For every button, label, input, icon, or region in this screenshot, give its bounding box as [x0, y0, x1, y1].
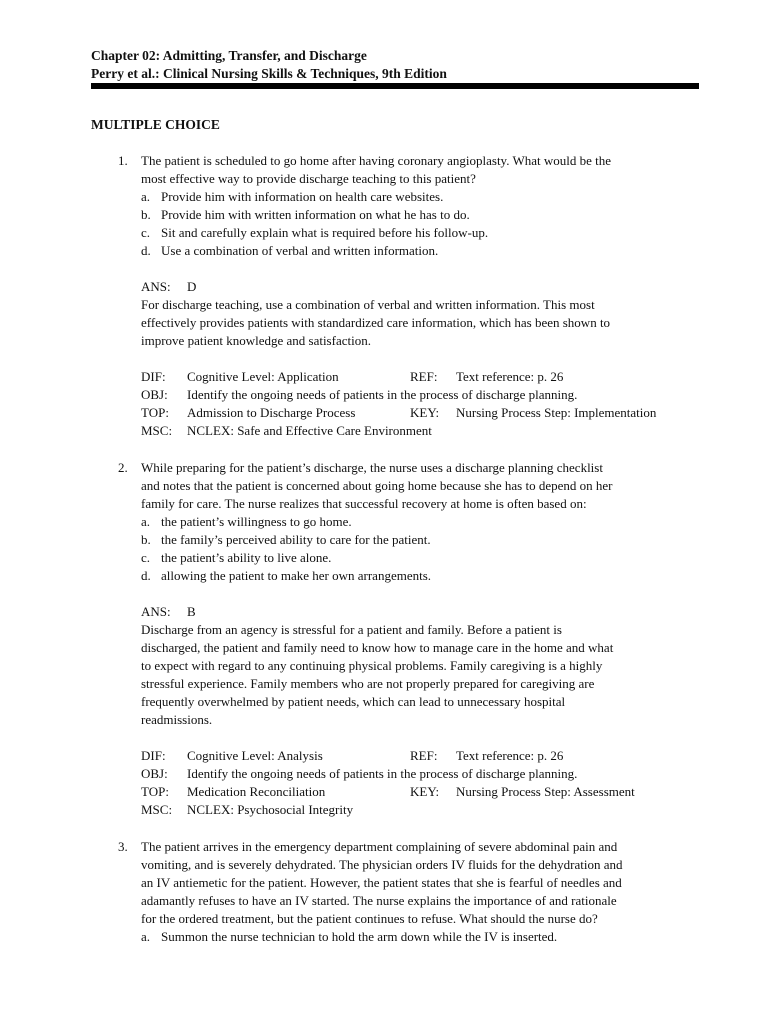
- stem-line: an IV antiemetic for the patient. However, the patient states that she is fearful of needles and: [141, 875, 622, 890]
- question-meta: [141, 368, 701, 440]
- rationale-line: effectively provides patients with standardized care information, which has been shown to: [141, 315, 611, 330]
- key-value: Nursing Process Step: Implementation: [456, 405, 657, 420]
- stem-line: adamantly refuses to have an IV started. The nurse explains the importance of and rationale: [141, 893, 617, 908]
- question-stem: [141, 152, 701, 188]
- option-a: [141, 188, 701, 206]
- answer-label: ANS:: [141, 279, 171, 294]
- option-text: Provide him with written information on what he has to do.: [161, 207, 470, 222]
- stem-line: family for care. The nurse realizes that successful recovery at home is often based on:: [141, 496, 587, 511]
- ref-value: Text reference: p. 26: [456, 369, 564, 384]
- rationale-line: readmissions.: [141, 712, 213, 727]
- option-letter: a.: [141, 189, 151, 204]
- meta-row-dif-ref: [141, 747, 701, 765]
- stem-line: vomiting, and is severely dehydrated. The physician orders IV fluids for the dehydration and: [141, 857, 623, 872]
- answer-options: [141, 513, 701, 585]
- question-1: [91, 152, 701, 440]
- rationale-line: improve patient knowledge and satisfaction.: [141, 333, 371, 348]
- header-rule: [91, 83, 699, 89]
- meta-row-top-key: [141, 404, 701, 422]
- option-a: [141, 928, 701, 946]
- meta-row-msc: [141, 801, 701, 819]
- key-value: Nursing Process Step: Assessment: [456, 784, 635, 799]
- rationale-line: stressful experience. Family members who are not properly prepared for caregiving are: [141, 676, 595, 691]
- book-title: Perry et al.: Clinical Nursing Skills & Techniques, 9th Edition: [91, 66, 447, 81]
- option-letter: d.: [141, 568, 151, 583]
- ref-value: Text reference: p. 26: [456, 748, 564, 763]
- option-letter: d.: [141, 243, 151, 258]
- dif-label: DIF:: [141, 748, 166, 763]
- option-text: Summon the nurse technician to hold the arm down while the IV is inserted.: [161, 929, 558, 944]
- option-c: [141, 549, 701, 567]
- top-value: Admission to Discharge Process: [187, 405, 356, 420]
- option-letter: b.: [141, 207, 151, 222]
- question-3: [91, 838, 701, 946]
- question-stem: [141, 459, 701, 513]
- option-b: [141, 206, 701, 224]
- answer-value: B: [187, 604, 196, 619]
- dif-value: Cognitive Level: Application: [187, 369, 339, 384]
- option-letter: b.: [141, 532, 151, 547]
- meta-row-dif-ref: [141, 368, 701, 386]
- msc-value: NCLEX: Safe and Effective Care Environment: [187, 423, 432, 438]
- top-value: Medication Reconciliation: [187, 784, 326, 799]
- meta-row-top-key: [141, 783, 701, 801]
- option-letter: a.: [141, 514, 151, 529]
- key-label: KEY:: [410, 784, 440, 799]
- answer-line: [141, 603, 701, 621]
- meta-row-msc: [141, 422, 701, 440]
- stem-line: most effective way to provide discharge teaching to this patient?: [141, 171, 476, 186]
- answer-options: [141, 188, 701, 260]
- obj-value: Identify the ongoing needs of patients in the process of discharge planning.: [187, 766, 578, 781]
- option-d: [141, 242, 701, 260]
- top-label: TOP:: [141, 784, 169, 799]
- question-list: [91, 152, 701, 965]
- rationale-line: to expect with regard to any continuing physical problems. Family caregiving is a highly: [141, 658, 603, 673]
- obj-label: OBJ:: [141, 387, 168, 402]
- dif-label: DIF:: [141, 369, 166, 384]
- ref-label: REF:: [410, 369, 438, 384]
- option-letter: c.: [141, 550, 151, 565]
- option-c: [141, 224, 701, 242]
- question-number: 1.: [118, 153, 128, 168]
- meta-row-obj: [141, 386, 701, 404]
- rationale: [141, 296, 701, 350]
- stem-line: and notes that the patient is concerned about going home because she has to depend on her: [141, 478, 613, 493]
- stem-line: The patient is scheduled to go home after having coronary angioplasty. What would be the: [141, 153, 612, 168]
- question-stem: [141, 838, 701, 928]
- top-label: TOP:: [141, 405, 169, 420]
- option-text: allowing the patient to make her own arrangements.: [161, 568, 432, 583]
- option-text: Use a combination of verbal and written information.: [161, 243, 439, 258]
- rationale-line: Discharge from an agency is stressful for a patient and family. Before a patient is: [141, 622, 562, 637]
- msc-value: NCLEX: Psychosocial Integrity: [187, 802, 354, 817]
- obj-label: OBJ:: [141, 766, 168, 781]
- chapter-title: Chapter 02: Admitting, Transfer, and Discharge: [91, 48, 367, 63]
- option-text: the family’s perceived ability to care for the patient.: [161, 532, 431, 547]
- msc-label: MSC:: [141, 423, 173, 438]
- option-text: the patient’s willingness to go home.: [161, 514, 352, 529]
- option-text: Provide him with information on health care websites.: [161, 189, 444, 204]
- key-label: KEY:: [410, 405, 440, 420]
- option-a: [141, 513, 701, 531]
- option-b: [141, 531, 701, 549]
- meta-row-obj: [141, 765, 701, 783]
- answer-value: D: [187, 279, 197, 294]
- question-number: 3.: [118, 839, 128, 854]
- question-2: [91, 459, 701, 819]
- dif-value: Cognitive Level: Analysis: [187, 748, 323, 763]
- ref-label: REF:: [410, 748, 438, 763]
- question-number: 2.: [118, 460, 128, 475]
- rationale: [141, 621, 701, 729]
- option-text: the patient’s ability to live alone.: [161, 550, 332, 565]
- stem-line: The patient arrives in the emergency department complaining of severe abdominal pain and: [141, 839, 618, 854]
- answer-label: ANS:: [141, 604, 171, 619]
- option-d: [141, 567, 701, 585]
- rationale-line: frequently overwhelmed by patient needs, which can lead to unnecessary hospital: [141, 694, 566, 709]
- option-text: Sit and carefully explain what is required before his follow-up.: [161, 225, 489, 240]
- question-meta: [141, 747, 701, 819]
- stem-line: for the ordered treatment, but the patient continues to refuse. What should the nurse do?: [141, 911, 598, 926]
- answer-line: [141, 278, 701, 296]
- option-letter: c.: [141, 225, 151, 240]
- msc-label: MSC:: [141, 802, 173, 817]
- stem-line: While preparing for the patient’s discharge, the nurse uses a discharge planning checklist: [141, 460, 603, 475]
- rationale-line: discharged, the patient and family need to know how to manage care in the home and what: [141, 640, 614, 655]
- obj-value: Identify the ongoing needs of patients in the process of discharge planning.: [187, 387, 578, 402]
- page-header: [91, 47, 699, 83]
- section-title: MULTIPLE CHOICE: [91, 117, 220, 132]
- answer-options: [141, 928, 701, 946]
- rationale-line: For discharge teaching, use a combination of verbal and written information. This most: [141, 297, 595, 312]
- option-letter: a.: [141, 929, 151, 944]
